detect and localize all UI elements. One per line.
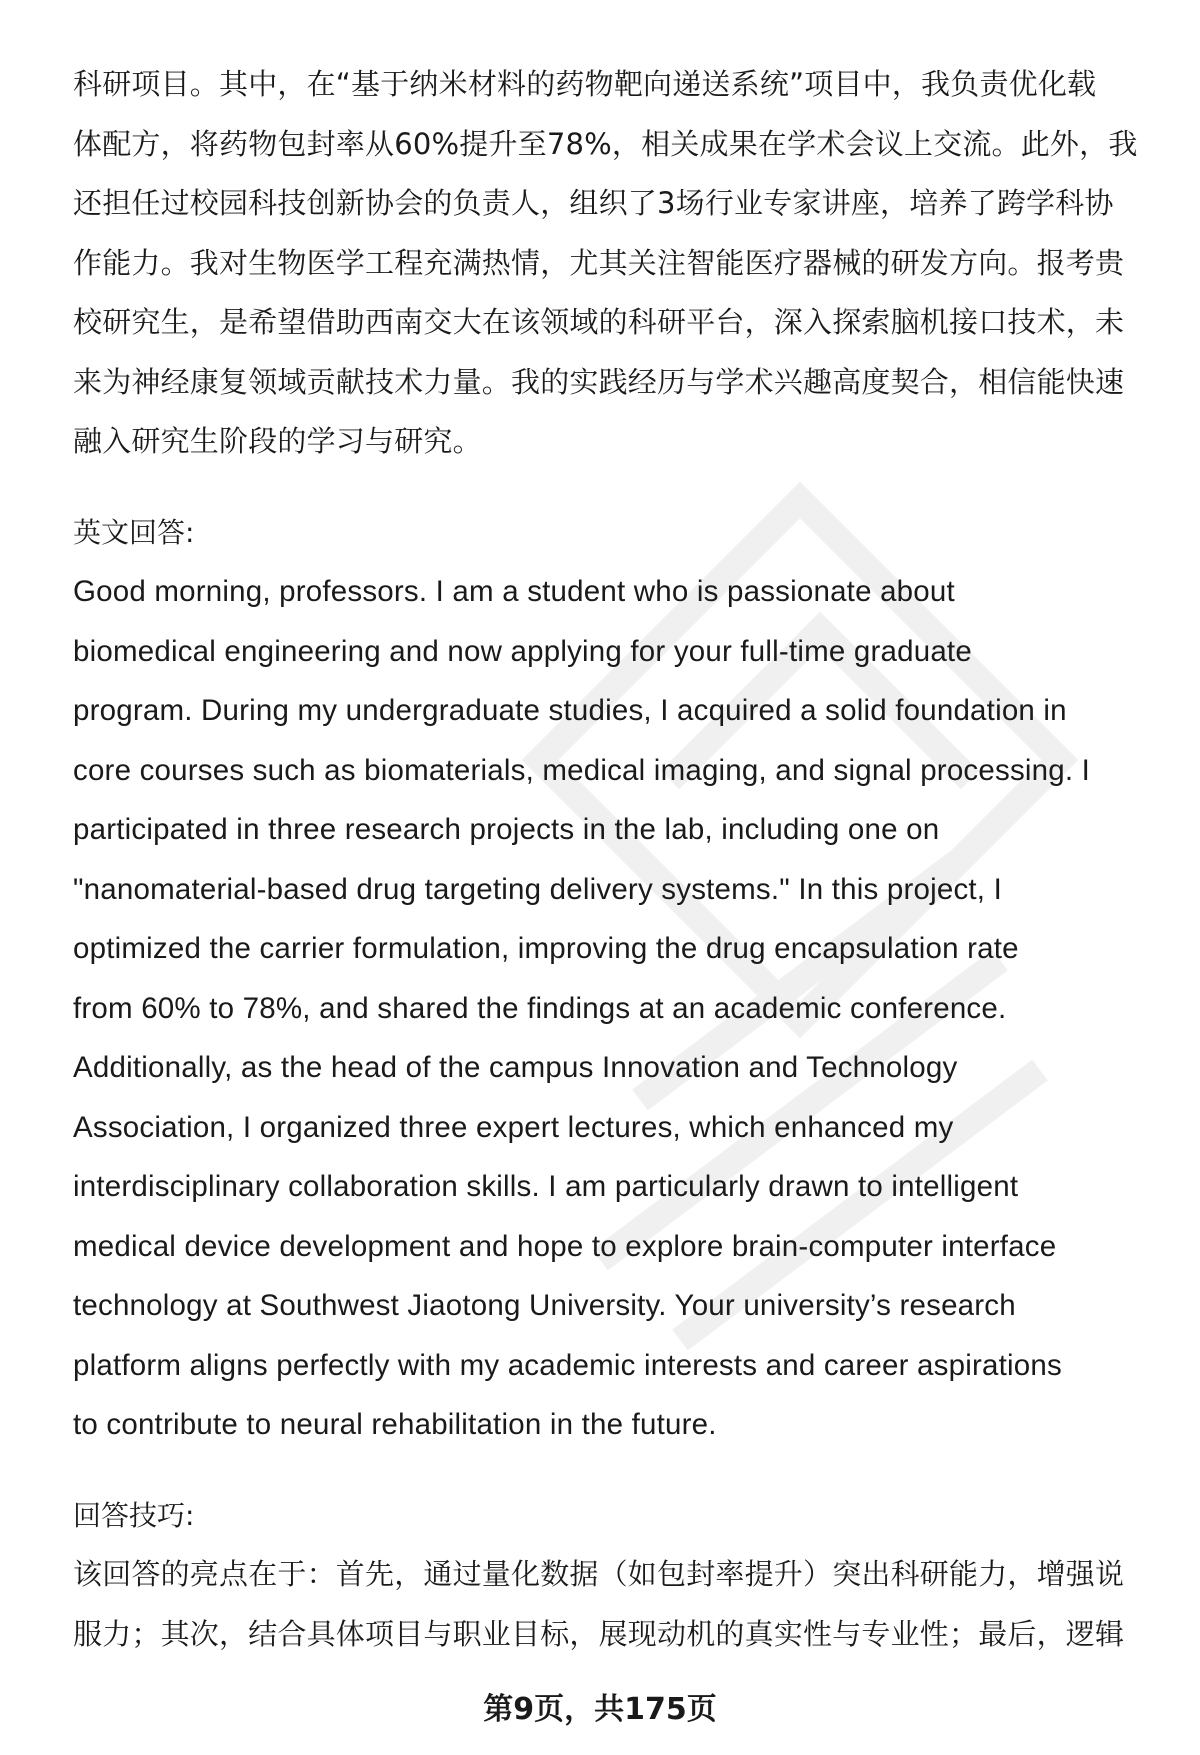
chinese-answer-paragraph [73,55,1153,472]
english-answer-heading: 英文回答: [73,515,195,549]
tips-heading: 回答技巧: [73,1498,195,1532]
chinese-answer-line: 融入研究生阶段的学习与研究。 [73,424,482,458]
english-answer-line: Good morning, professors. I am a student who is passionate about [73,575,955,608]
page-number-footer: 第9页，共175页 [483,1692,717,1727]
english-answer-line: interdisciplinary collaboration skills. I am particularly drawn to intelligent [73,1170,1019,1203]
page-content [73,55,1153,1664]
tips-line: 该回答的亮点在于：首先，通过量化数据（如包封率提升）突出科研能力，增强说 [73,1557,1125,1591]
english-answer-line: Additionally, as the head of the campus Innovation and Technology [73,1051,958,1084]
english-answer-line: participated in three research projects in the lab, including one on [73,813,940,846]
tips-paragraph [73,1545,1153,1664]
tips-line: 服力；其次，结合具体项目与职业目标，展现动机的真实性与专业性；最后，逻辑 [73,1616,1125,1651]
chinese-answer-line: 校研究生，是希望借助西南交大在该领域的科研平台，深入探索脑机接口技术，未 [73,305,1125,339]
english-answer-line: core courses such as biomaterials, medical imaging, and signal processing. I [73,753,1091,787]
english-answer-line: Association, I organized three expert lectures, which enhanced my [73,1110,954,1144]
english-answer-line: to contribute to neural rehabilitation in the future. [73,1408,717,1441]
english-answer-line: technology at Southwest Jiaotong University. Your university’s research [73,1289,1016,1322]
chinese-answer-line: 科研项目。其中，在“基于纳米材料的药物靶向递送系统”项目中，我负责优化载 [73,67,1097,101]
english-answer-line: "nanomaterial-based drug targeting delivery systems." In this project, I [73,872,1002,906]
english-answer-line: biomedical engineering and now applying for your full-time graduate [73,634,972,668]
english-answer-line: program. During my undergraduate studies, I acquired a solid foundation in [73,694,1067,727]
english-answer-line: platform aligns perfectly with my academic interests and career aspirations [73,1348,1062,1382]
chinese-answer-line: 来为神经康复领域贡献技术力量。我的实践经历与学术兴趣高度契合，相信能快速 [73,364,1125,399]
english-answer-line: medical device development and hope to explore brain-computer interface [73,1229,1057,1263]
english-answer-paragraph [73,562,1153,1455]
chinese-answer-line: 作能力。我对生物医学工程充满热情，尤其关注智能医疗器械的研发方向。报考贵 [73,245,1125,280]
chinese-answer-line: 还担任过校园科技创新协会的负责人，组织了3场行业专家讲座，培养了跨学科协 [73,186,1114,220]
english-answer-line: from 60% to 78%, and shared the findings at an academic conference. [73,991,1007,1025]
chinese-answer-line: 体配方，将药物包封率从60%提升至78%，相关成果在学术会议上交流。此外，我 [73,126,1138,161]
english-answer-line: optimized the carrier formulation, improving the drug encapsulation rate [73,932,1019,965]
